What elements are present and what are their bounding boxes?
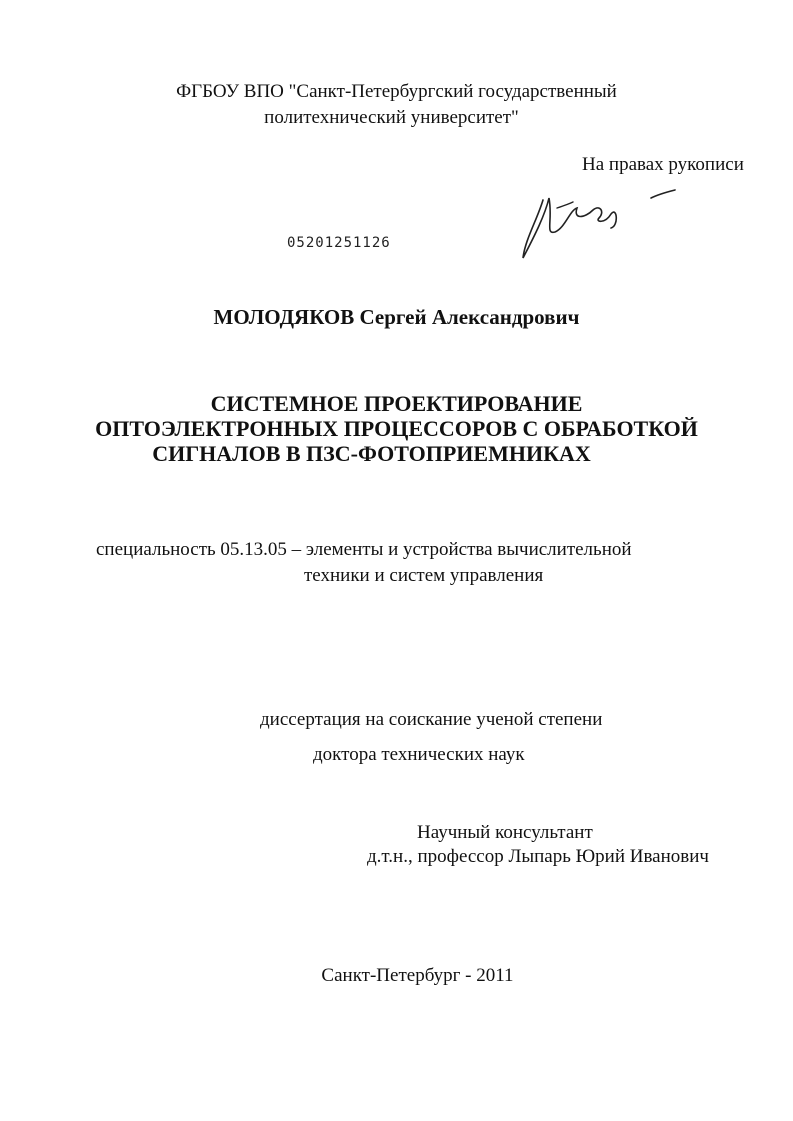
signature	[515, 180, 685, 270]
title-line-1: СИСТЕМНОЕ ПРОЕКТИРОВАНИЕ	[210, 391, 583, 416]
institution-line-2: политехнический университет"	[264, 107, 519, 128]
consultant-name: д.т.н., профессор Лыпарь Юрий Иванович	[367, 846, 709, 867]
degree-line-1: диссертация на соискание ученой степени	[260, 709, 603, 730]
degree-line-2: доктора технических наук	[313, 744, 525, 765]
manuscript-note: На правах рукописи	[582, 154, 744, 175]
title-line-3: СИГНАЛОВ В ПЗС-ФОТОПРИЕМНИКАХ	[152, 441, 591, 466]
consultant-label: Научный консультант	[417, 822, 593, 843]
specialty-line-2: техники и систем управления	[304, 565, 544, 586]
place-year: Санкт-Петербург - 2011	[321, 965, 514, 986]
author-name: МОЛОДЯКОВ Сергей Александрович	[213, 305, 580, 329]
institution-line-1: ФГБОУ ВПО "Санкт-Петербургский государственный	[176, 81, 617, 102]
title-line-2: ОПТОЭЛЕКТРОННЫХ ПРОЦЕССОРОВ С ОБРАБОТКОЙ	[95, 416, 698, 441]
specialty-line-1: специальность 05.13.05 – элементы и устройства вычислительной	[96, 539, 632, 560]
document-number: 05201251126	[287, 235, 391, 251]
